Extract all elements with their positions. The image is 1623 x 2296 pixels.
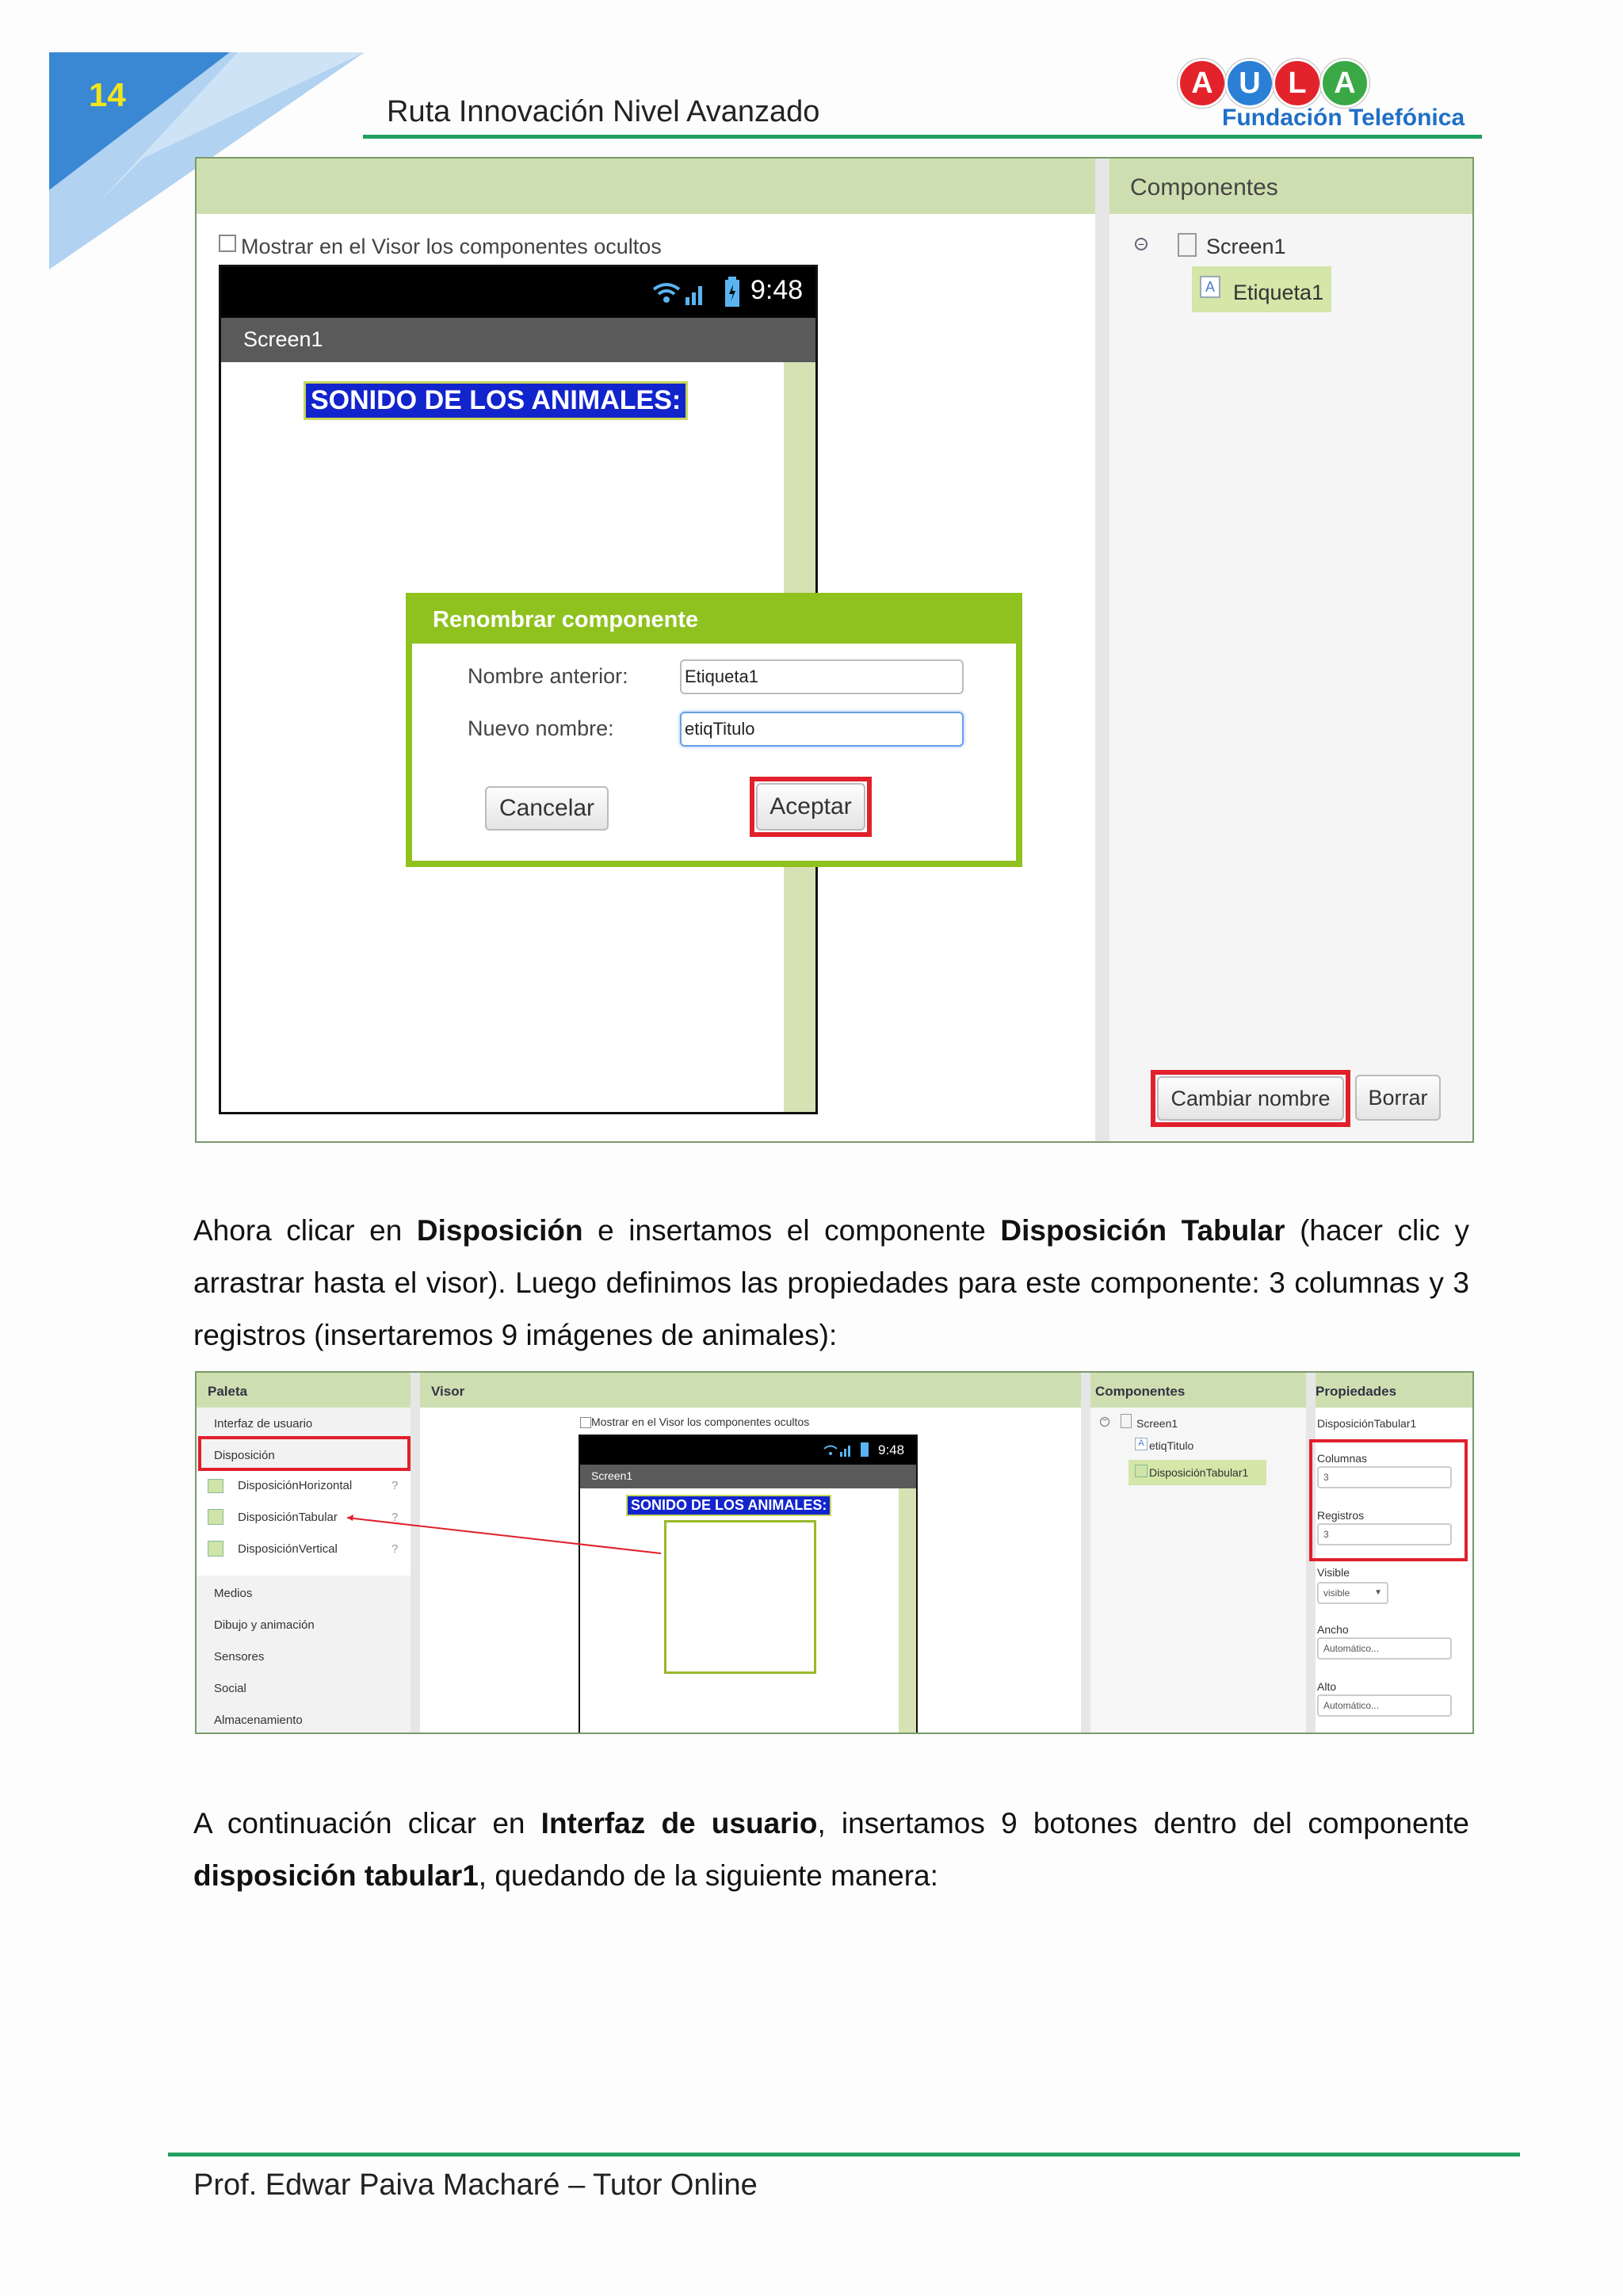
- header-title: Ruta Innovación Nivel Avanzado: [387, 95, 820, 128]
- aula-logo: [1178, 59, 1463, 138]
- screen-icon: [1121, 1414, 1132, 1428]
- group-label: Medios: [214, 1587, 253, 1600]
- palette-item[interactable]: DisposiciónHorizontal: [238, 1479, 353, 1492]
- group-label: Interfaz de usuario: [214, 1417, 313, 1431]
- animals-label[interactable]: SONIDO DE LOS ANIMALES:: [304, 381, 688, 420]
- visible-label: Visible: [1317, 1566, 1350, 1579]
- screen-title: Screen1: [243, 327, 323, 351]
- palette-item[interactable]: DisposiciónTabular: [238, 1511, 338, 1524]
- components-title: Componentes: [1130, 174, 1278, 201]
- animals-label[interactable]: SONIDO DE LOS ANIMALES:: [626, 1495, 831, 1516]
- tree-item[interactable]: DisposiciónTabular1: [1149, 1466, 1249, 1479]
- table-layout-icon: [1135, 1465, 1148, 1477]
- battery-icon: [724, 277, 741, 308]
- width-label: Ancho: [1317, 1623, 1349, 1636]
- battery-icon: [861, 1442, 869, 1457]
- old-name-label: Nombre anterior:: [468, 664, 628, 688]
- footer-author: Prof. Edwar Paiva Macharé – Tutor Online: [193, 2168, 758, 2202]
- panel-divider: [1095, 159, 1109, 1141]
- logo-letter: A: [1178, 59, 1227, 108]
- help-icon[interactable]: ?: [391, 1542, 399, 1556]
- text: , quedando de la siguiente manera:: [478, 1859, 938, 1892]
- instruction-paragraph-1: [193, 1205, 1469, 1362]
- columns-label: Columnas: [1317, 1452, 1368, 1465]
- bold-text: disposición tabular1: [193, 1859, 479, 1892]
- help-icon[interactable]: ?: [391, 1511, 399, 1524]
- screenshot-rename-dialog: [195, 157, 1474, 1143]
- group-label: Sensores: [214, 1650, 265, 1664]
- bold-text: Interfaz de usuario: [540, 1807, 818, 1839]
- signal-icon: [651, 278, 714, 307]
- status-time: 9:48: [878, 1442, 905, 1457]
- text: Ahora clicar en: [193, 1214, 417, 1247]
- tree-item[interactable]: etiqTitulo: [1149, 1439, 1194, 1452]
- instruction-paragraph-2: [193, 1797, 1469, 1902]
- page-number: 14: [89, 76, 126, 113]
- screen-title: Screen1: [591, 1469, 633, 1482]
- rename-button[interactable]: Cambiar nombre: [1157, 1076, 1344, 1121]
- screenshot-designer: [195, 1371, 1474, 1734]
- viewer-header: [197, 159, 1095, 214]
- help-icon[interactable]: ?: [391, 1479, 399, 1492]
- group-label: Dibujo y animación: [214, 1618, 315, 1632]
- dialog-title: Renombrar componente: [433, 607, 699, 632]
- rename-dialog: [406, 593, 1022, 867]
- phone-scrollbar: [899, 1488, 916, 1734]
- dropdown-arrow-icon: ▼: [1374, 1588, 1382, 1597]
- group-label: Almacenamiento: [214, 1713, 303, 1727]
- show-hidden-label: Mostrar en el Visor los componentes ocultos: [591, 1415, 810, 1428]
- accept-button[interactable]: Aceptar: [756, 783, 865, 831]
- palette-title: Paleta: [208, 1384, 248, 1399]
- tree-item[interactable]: Screen1: [1136, 1417, 1178, 1430]
- logo-letter: U: [1225, 59, 1274, 108]
- cancel-button[interactable]: Cancelar: [485, 786, 609, 831]
- footer-rule: [168, 2153, 1520, 2157]
- panel-divider: [1081, 1373, 1090, 1734]
- props-component-name: DisposiciónTabular1: [1317, 1417, 1417, 1430]
- text: A continuación clicar en: [193, 1807, 541, 1839]
- collapse-icon[interactable]: −: [1135, 238, 1148, 250]
- delete-button[interactable]: Borrar: [1355, 1075, 1441, 1121]
- components-title: Componentes: [1095, 1384, 1186, 1399]
- components-panel: [1109, 214, 1472, 1141]
- status-time: 9:48: [750, 275, 804, 305]
- components-panel: [1090, 1408, 1306, 1734]
- logo-subtitle: Fundación Telefónica: [1222, 105, 1465, 131]
- text: (hacer clic y arrastrar hasta el visor). Luego definimos las propiedades para este componente: 3 columnas y 3 registros (insertaremos 9 imágenes de animales):: [193, 1214, 1470, 1351]
- columns-input[interactable]: 3: [1317, 1466, 1452, 1488]
- text: e insertamos el componente: [582, 1214, 1001, 1247]
- show-hidden-checkbox[interactable]: [219, 235, 236, 252]
- palette-item[interactable]: DisposiciónVertical: [238, 1542, 338, 1556]
- width-input[interactable]: Automático...: [1317, 1637, 1452, 1660]
- height-label: Alto: [1317, 1680, 1337, 1693]
- group-label: Social: [214, 1682, 246, 1695]
- bold-text: Disposición Tabular: [1000, 1214, 1285, 1247]
- show-hidden-label: Mostrar en el Visor los componentes ocultos: [241, 235, 662, 258]
- height-input[interactable]: Automático...: [1317, 1694, 1452, 1717]
- viewer-title: Visor: [431, 1384, 465, 1399]
- visible-value: visible: [1323, 1587, 1350, 1599]
- signal-icon: [823, 1442, 854, 1458]
- logo-letter: L: [1273, 59, 1322, 108]
- label-icon: A: [1135, 1438, 1148, 1450]
- new-name-label: Nuevo nombre:: [468, 716, 614, 740]
- screen-icon: [1178, 233, 1197, 257]
- visible-select[interactable]: [1317, 1582, 1388, 1604]
- bold-text: Disposición: [416, 1214, 583, 1247]
- collapse-icon[interactable]: −: [1100, 1417, 1109, 1427]
- tree-item-screen1[interactable]: Screen1: [1206, 235, 1286, 258]
- status-bar: [221, 267, 815, 318]
- old-name-field[interactable]: Etiqueta1: [680, 659, 964, 694]
- properties-title: Propiedades: [1316, 1384, 1397, 1399]
- new-name-field[interactable]: etiqTitulo: [680, 712, 964, 747]
- label-icon: A: [1200, 276, 1220, 298]
- tree-item-etiqueta1[interactable]: Etiqueta1: [1233, 281, 1324, 304]
- rows-label: Registros: [1317, 1509, 1365, 1522]
- rows-input[interactable]: 3: [1317, 1523, 1452, 1545]
- drag-arrow: [197, 1373, 688, 1734]
- group-label: Disposición: [214, 1449, 275, 1462]
- logo-letter: A: [1320, 59, 1369, 108]
- text: , insertamos 9 botones dentro del componente: [817, 1807, 1470, 1839]
